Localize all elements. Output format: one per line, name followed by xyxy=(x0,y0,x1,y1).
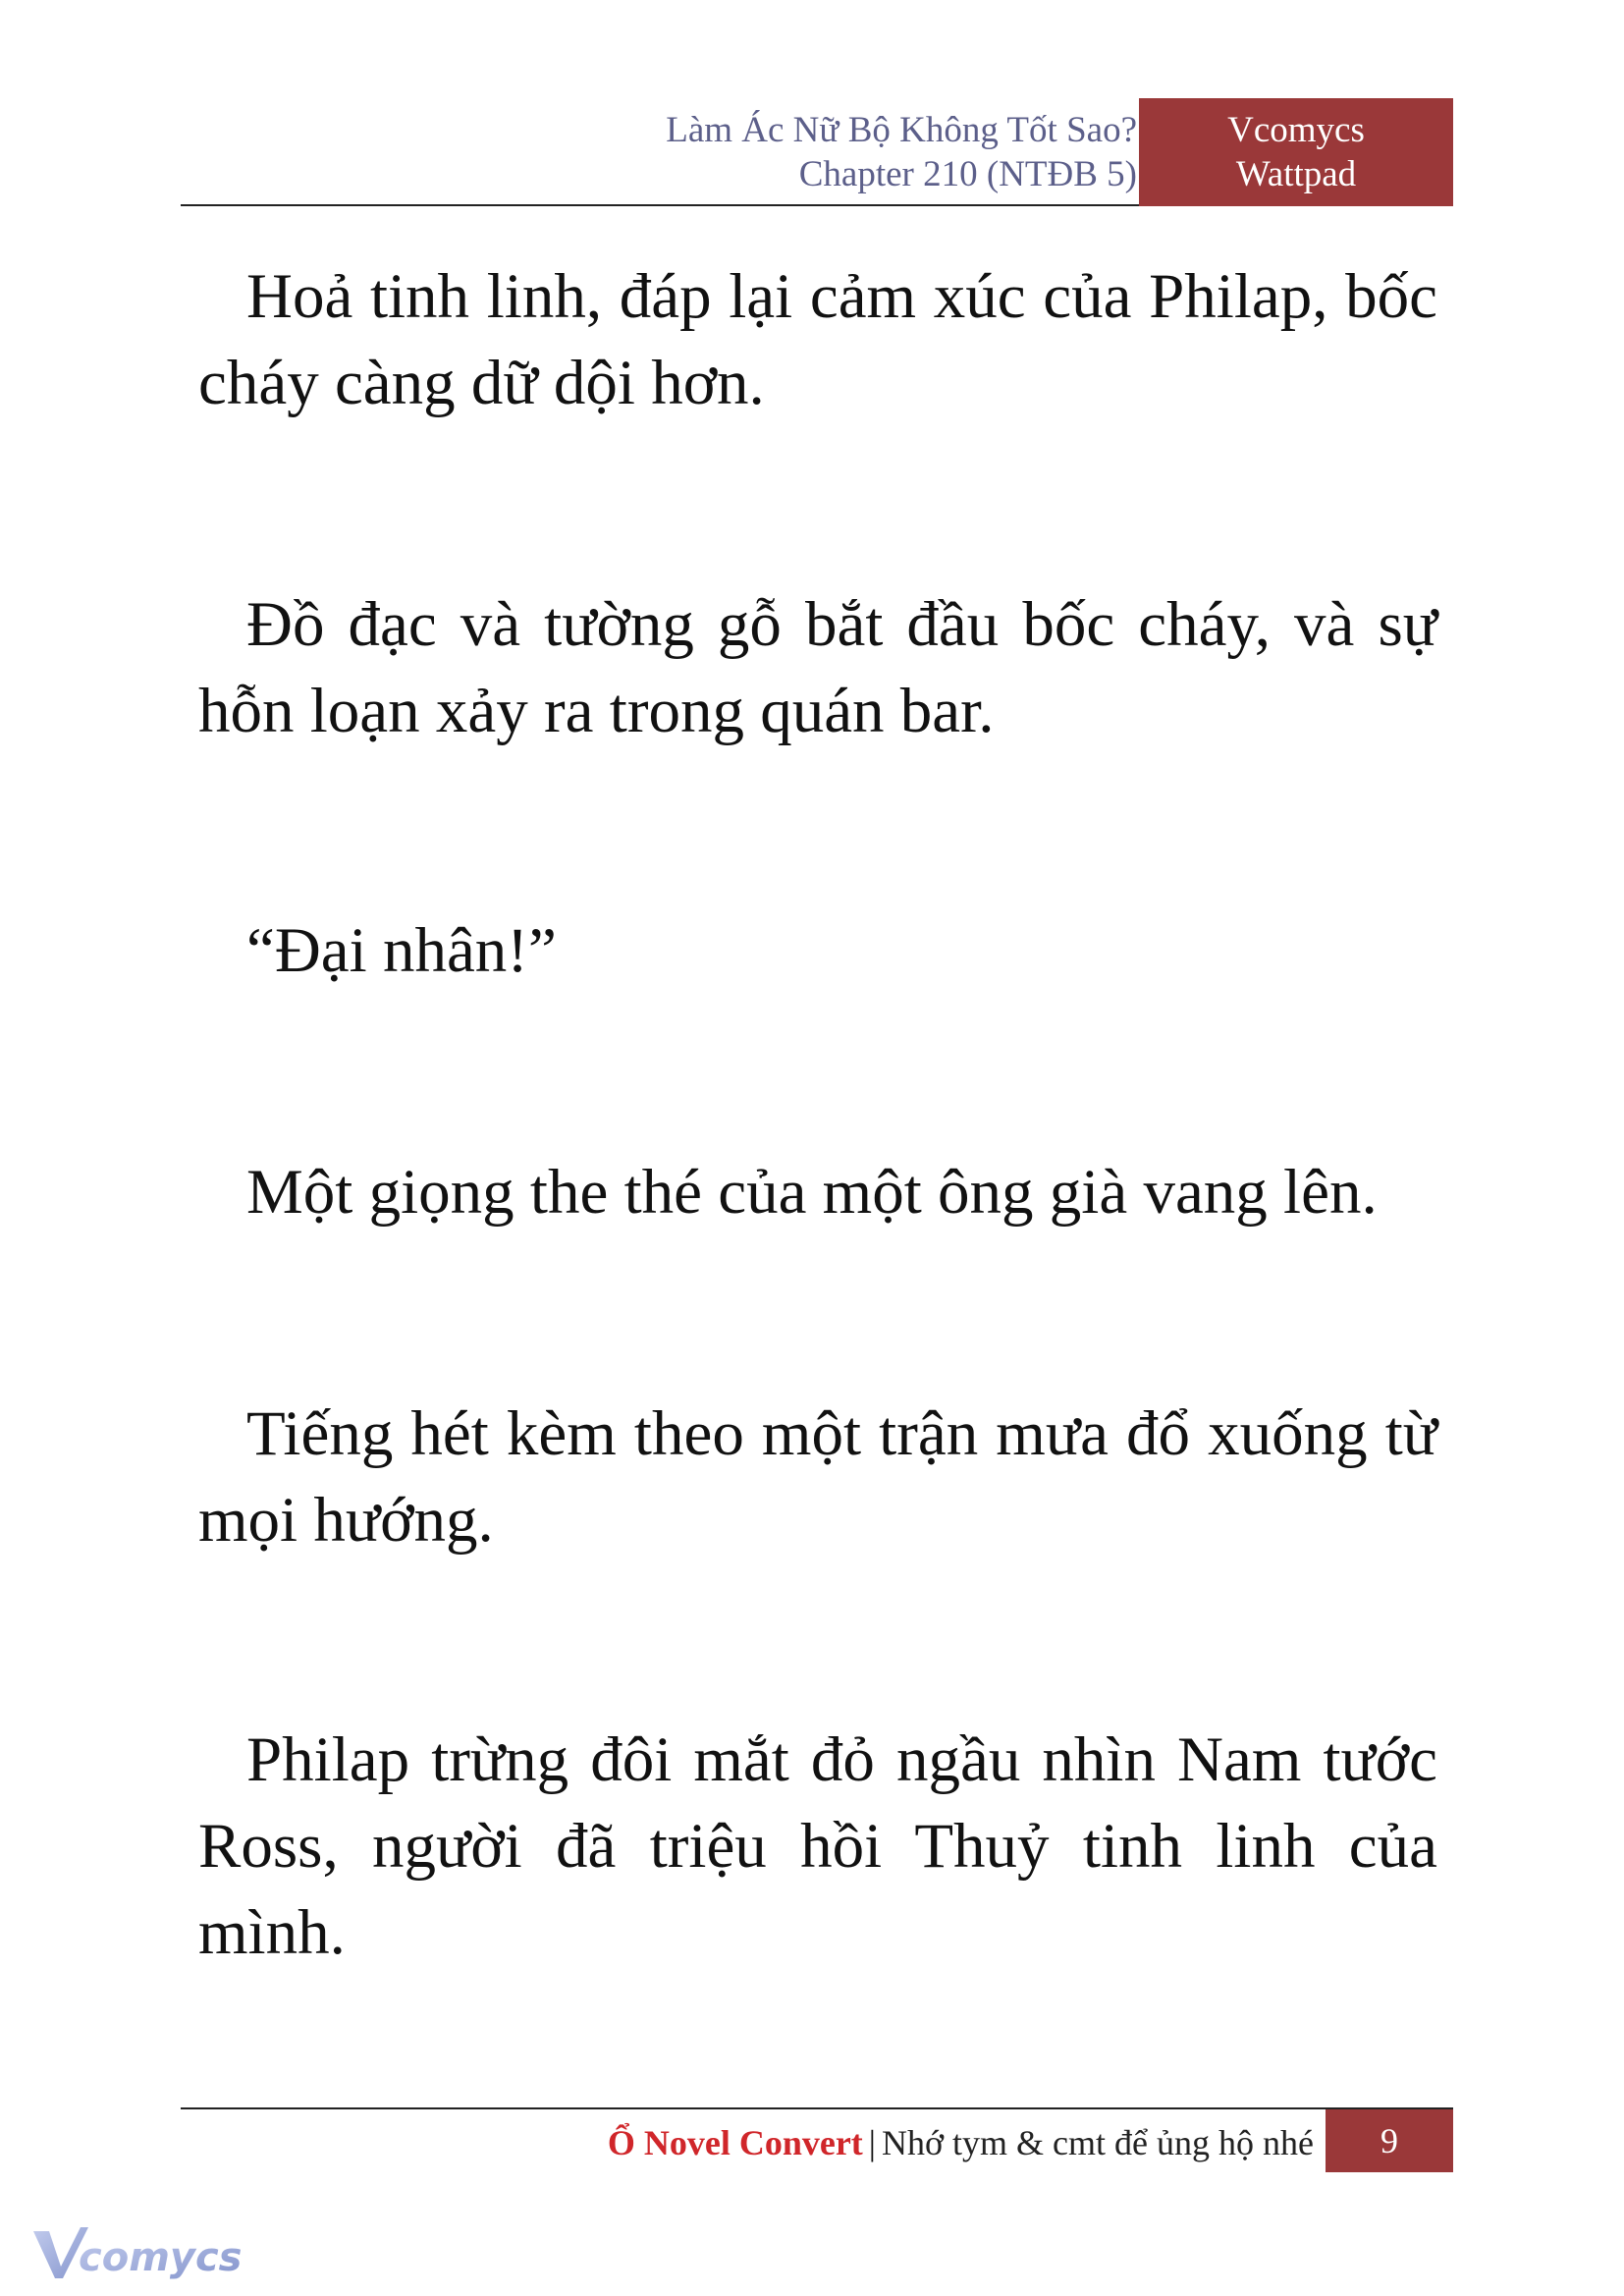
header-title-block xyxy=(666,108,1137,196)
page-footer xyxy=(181,2107,1453,2172)
footer-divider xyxy=(181,2107,1453,2109)
paragraph-2: Đồ đạc và tường gỗ bắt đầu bốc cháy, và sự hỗn loạn xảy ra trong quán bar. xyxy=(198,589,1437,746)
page-header xyxy=(181,98,1453,206)
header-divider xyxy=(181,204,1139,206)
paragraph-3: “Đại nhân!” xyxy=(246,915,557,986)
paragraph-5: Tiếng hét kèm theo một trận mưa đổ xuống từ mọi hướng. xyxy=(198,1398,1437,1556)
footer-text xyxy=(608,2119,1314,2166)
paragraph-4: Một giọng the thé của một ông già vang lên. xyxy=(246,1157,1378,1228)
vcomycs-watermark-logo xyxy=(27,2221,253,2290)
vcomycs-logo-icon xyxy=(27,2221,253,2290)
paragraph-1: Hoả tinh linh, đáp lại cảm xúc của Philap, bốc cháy càng dữ dội hơn. xyxy=(198,261,1437,418)
page-number: 9 xyxy=(1326,2109,1453,2172)
chapter-label: Chapter 210 (NTĐB 5) xyxy=(798,154,1137,194)
book-title: Làm Ác Nữ Bộ Không Tốt Sao? xyxy=(666,110,1137,150)
footer-brand: Ổ Novel Convert xyxy=(607,2123,863,2162)
badge-line-vcomycs: Vcomycs xyxy=(1227,110,1365,150)
svg-text:comycs: comycs xyxy=(79,2235,243,2280)
footer-note: Nhớ tym & cmt để ủng hộ nhé xyxy=(882,2123,1314,2162)
badge-line-wattpad: Wattpad xyxy=(1235,154,1357,194)
paragraph-6: Philap trừng đôi mắt đỏ ngầu nhìn Nam tước Ross, người đã triệu hồi Thuỷ tinh linh của mình. xyxy=(198,1724,1437,1968)
footer-separator: | xyxy=(868,2123,877,2162)
header-badge xyxy=(1139,98,1453,206)
